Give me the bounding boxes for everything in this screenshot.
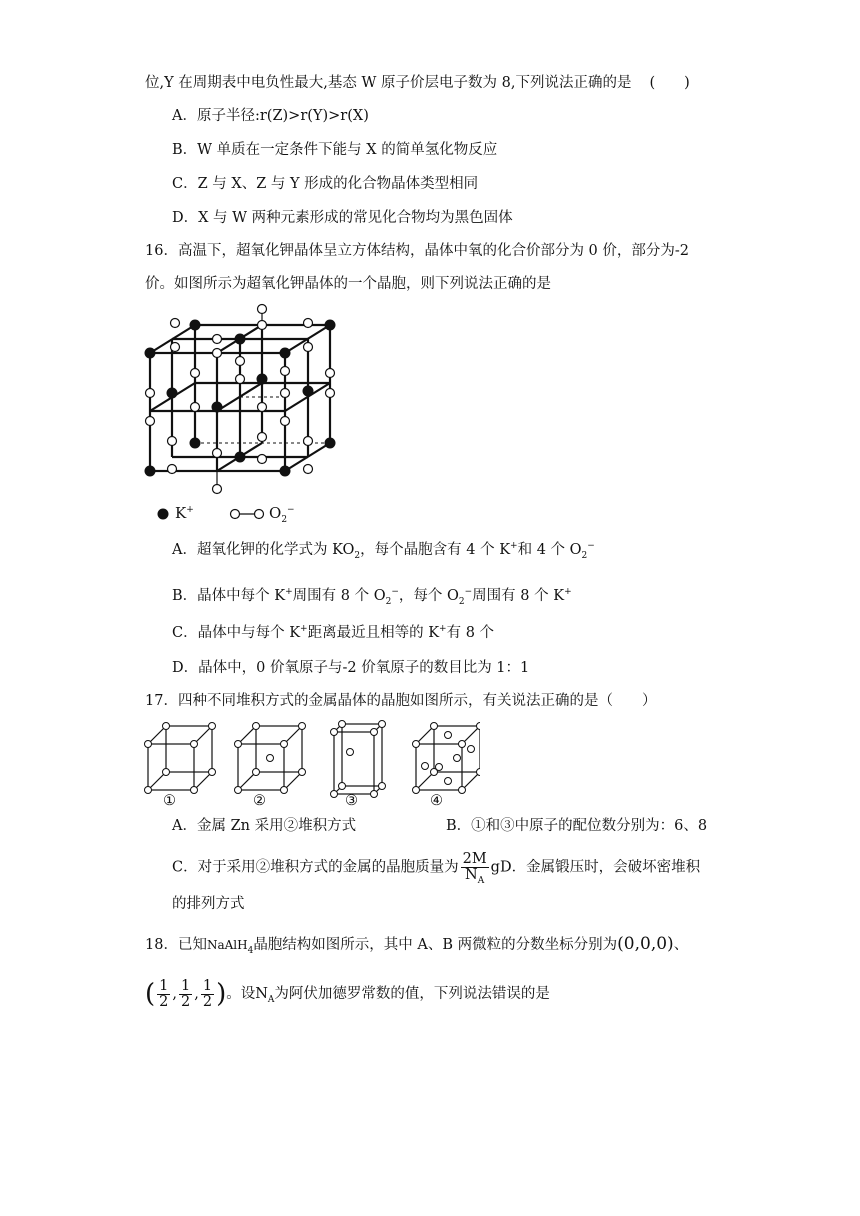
q17-option-c: C．对于采用②堆积方式的金属的晶胞质量为 $\frac{2M}{N_A}$ gD．金属锻压时，会破坏密堆积	[172, 851, 701, 886]
unit-cell-1	[148, 726, 212, 790]
q18-stem-line1: 18．已知NaAlH$_4$晶胞结构如图所示，其中 A、B 两微粒的分数坐标分别为(0,0,0)、	[145, 934, 689, 956]
o2-ion-legend-icon	[229, 504, 269, 524]
q16-option-b: B．晶体中每个 K+周围有 8 个 $O_2^-$，每个 $O_2^-$周围有 8 个 K+	[172, 587, 572, 607]
unit-cell-label-3: ③	[345, 793, 358, 809]
k-ion-legend-label: K+	[175, 504, 194, 522]
q16-option-d: D．晶体中，0 价氧原子与-2 价氧原子的数目比为 1：1	[172, 660, 530, 676]
q16-stem-line2: 价。如图所示为超氧化钾晶体的一个晶胞，则下列说法正确的是	[145, 276, 551, 292]
q17-option-b: B．①和③中原子的配位数分别为：6、8	[446, 818, 708, 834]
ko2-unit-cell-figure	[140, 303, 350, 528]
q16-option-c: C．晶体中与每个 K+距离最近且相等的 K+有 8 个	[172, 624, 495, 641]
unit-cell-label-2: ②	[253, 793, 266, 809]
q16-option-a: A．超氧化钾的化学式为 $KO_2$，每个晶胞含有 4 个 K+和 4 个 $O_2^-$	[172, 541, 595, 561]
q17-option-a: A．金属 Zn 采用②堆积方式	[172, 818, 357, 834]
ko2-legend	[155, 502, 295, 524]
q15-option-c: C．Z 与 X、Z 与 Y 形成的化合物晶体类型相同	[172, 176, 479, 192]
q15-option-d: D．X 与 W 两种元素形成的常见化合物均为黑色固体	[172, 210, 513, 226]
q17-option-c-cont: 的排列方式	[172, 896, 245, 912]
q15-option-a: A．原子半径:r(Z)>r(Y)>r(X)	[172, 108, 369, 124]
q15-option-b: B．W 单质在一定条件下能与 X 的简单氢化物反应	[172, 142, 498, 158]
k-ion-legend-icon	[155, 504, 175, 524]
q17-stem: 17．四种不同堆积方式的金属晶体的晶胞如图所示，有关说法正确的是（ ）	[145, 693, 657, 709]
unit-cell-label-4: ④	[430, 793, 443, 809]
q16-stem-line1: 16．高温下，超氧化钾晶体呈立方体结构，晶体中氧的化合价部分为 0 价，部分为-2	[145, 243, 690, 259]
q18-stem-line2: ( $\frac{1}{2}$ , $\frac{1}{2}$ , $\frac{1}{2}$ )。设$N_A$为阿伏加德罗常数的值，下列说法错误的是	[145, 977, 550, 1010]
o2-ion-legend-label: $O_2^-$	[269, 504, 295, 525]
q17-unit-cells-figure	[140, 718, 480, 810]
unit-cell-label-1: ①	[163, 793, 176, 809]
q15-stem-tail: 位,Y 在周期表中电负性最大,基态 W 原子价层电子数为 8,下列说法正确的是 ( )	[145, 75, 690, 91]
mass-fraction: $\frac{2M}{N_A}$	[462, 851, 487, 886]
